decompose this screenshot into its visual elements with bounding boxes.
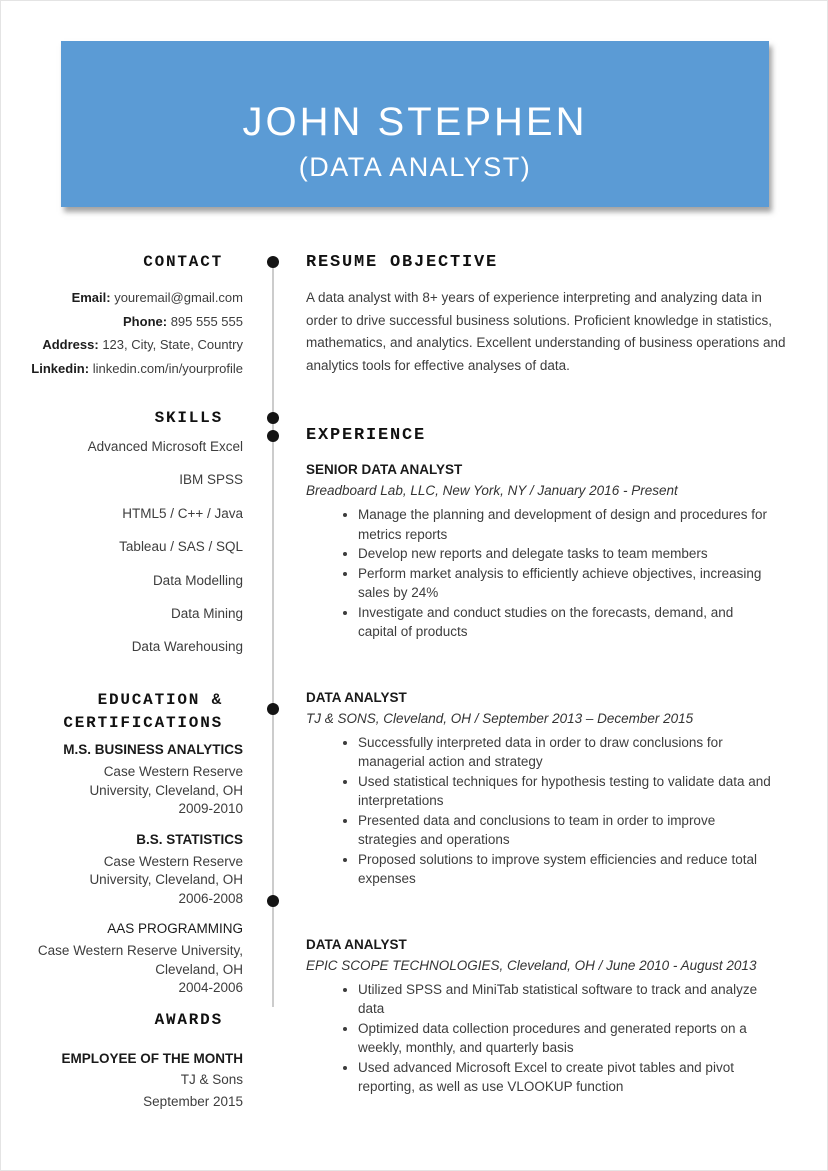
job-entry-senior-data-analyst [306,460,786,642]
job-title: DATA ANALYST [306,689,407,705]
job-entry-data-analyst-epic-scope [306,935,786,1097]
skill-item: Tableau / SAS / SQL [119,539,243,555]
contact-value-linkedin: linkedin.com/in/yourprofile [92,360,243,376]
education-school: Case Western Reserve [103,853,243,869]
timeline-dot [267,430,279,442]
job-title: DATA ANALYST [306,936,407,952]
contact-value-phone: 895 555 555 [170,313,243,329]
job-company-dates: Breadboard Lab, LLC, New York, NY / January 2016 - Present [306,483,678,498]
education-years: 2006-2008 [178,890,243,906]
skill-item: HTML5 / C++ / Java [122,505,243,521]
timeline-dot [267,256,279,268]
job-bullet: • Used advanced Microsoft Excel to create pivot tables and pivot reporting, as well as use VLOOKUP function [358,1058,786,1097]
skill-item: Data Warehousing [131,639,243,655]
job-bullet-list [306,733,786,889]
education-degree: AAS PROGRAMMING [107,921,243,936]
job-entry-data-analyst-tj-sons [306,688,786,889]
skills-heading: SKILLS [154,409,223,427]
awards-heading: AWARDS [154,1011,223,1029]
objective-section [306,251,786,377]
education-degree: B.S. STATISTICS [136,831,243,847]
contact-heading: CONTACT [143,253,223,271]
contact-row-phone [17,310,243,334]
candidate-name: JOHN STEPHEN [242,100,588,144]
skills-section [17,407,243,664]
job-company-dates: TJ & SONS, Cleveland, OH / September 2013 – December 2015 [306,710,694,726]
contact-label: Linkedin: [31,360,90,376]
timeline-dot [267,412,279,424]
job-bullet: • Investigate and conduct studies on the forecasts, demand, and capital of products [358,603,786,642]
job-bullet: • Develop new reports and delegate tasks to team members [358,544,786,564]
award-title: EMPLOYEE OF THE MONTH [61,1051,243,1066]
education-school: University, Cleveland, OH [89,782,243,798]
skill-item: Advanced Microsoft Excel [87,439,243,454]
skill-item: IBM SPSS [179,472,243,488]
candidate-job-title: (DATA ANALYST) [298,152,532,182]
education-years: 2009-2010 [178,801,243,816]
education-school: Case Western Reserve [103,764,243,779]
experience-section [306,424,786,1143]
skill-item: Data Modelling [152,572,243,588]
job-title: SENIOR DATA ANALYST [306,462,463,477]
contact-section [17,251,243,380]
education-section [17,689,243,1008]
header-banner [61,41,769,207]
job-bullet: • Manage the planning and development of design and procedures for metrics reports [358,505,786,544]
contact-row-address [17,333,243,357]
education-school: Case Western Reserve University, [37,943,243,958]
education-entry [17,739,243,819]
job-bullet: • Presented data and conclusions to team in order to improve strategies and operations [358,811,786,850]
education-entry [17,829,243,909]
education-school: Cleveland, OH [155,961,243,977]
objective-text: A data analyst with 8+ years of experience interpreting and analyzing data in order to drive successful business solutions. Proficient knowledge in statistics, mathematics, and analytics. Excellent understanding of business operations and analytics tools for effective analyses of data. [306,290,786,373]
education-heading: EDUCATION & CERTIFICATIONS [63,691,223,732]
job-bullet-list [306,505,786,642]
job-bullet: • Used statistical techniques for hypothesis testing to validate data and interpretations [358,772,786,811]
job-bullet: • Optimized data collection procedures and generated reports on a weekly, monthly, and quarterly basis [358,1019,786,1058]
contact-row-email [17,286,243,310]
contact-label: Address: [42,337,99,352]
contact-row-linkedin [17,357,243,381]
job-bullet: • Successfully interpreted data in order to draw conclusions for managerial action and strategy [358,733,786,772]
job-bullet: • Perform market analysis to efficiently achieve objectives, increasing sales by 24% [358,564,786,603]
experience-heading: EXPERIENCE [306,426,427,445]
award-date: September 2015 [143,1093,243,1109]
job-bullet: • Proposed solutions to improve system efficiencies and reduce total expenses [358,850,786,889]
timeline-dot [267,703,279,715]
education-entry [17,918,243,998]
education-degree: M.S. BUSINESS ANALYTICS [63,742,243,757]
contact-value-address: 123, City, State, Country [102,337,243,352]
timeline-dot [267,895,279,907]
job-bullet-list [306,980,786,1097]
education-years: 2004-2006 [178,980,243,995]
job-company-dates: EPIC SCOPE TECHNOLOGIES, Cleveland, OH / June 2010 - August 2013 [306,957,757,973]
objective-heading: RESUME OBJECTIVE [306,253,499,272]
contact-label: Phone: [123,313,168,329]
awards-section [17,1009,243,1112]
education-school: University, Cleveland, OH [89,872,243,887]
award-organization: TJ & Sons [180,1072,243,1087]
skills-list [17,430,243,664]
award-entry [17,1048,243,1112]
skill-item: Data Mining [170,606,243,622]
job-bullet: • Utilized SPSS and MiniTab statistical software to track and analyze data [358,980,786,1019]
contact-label: Email: [71,290,111,305]
contact-value-email: youremail@gmail.com [114,290,243,305]
